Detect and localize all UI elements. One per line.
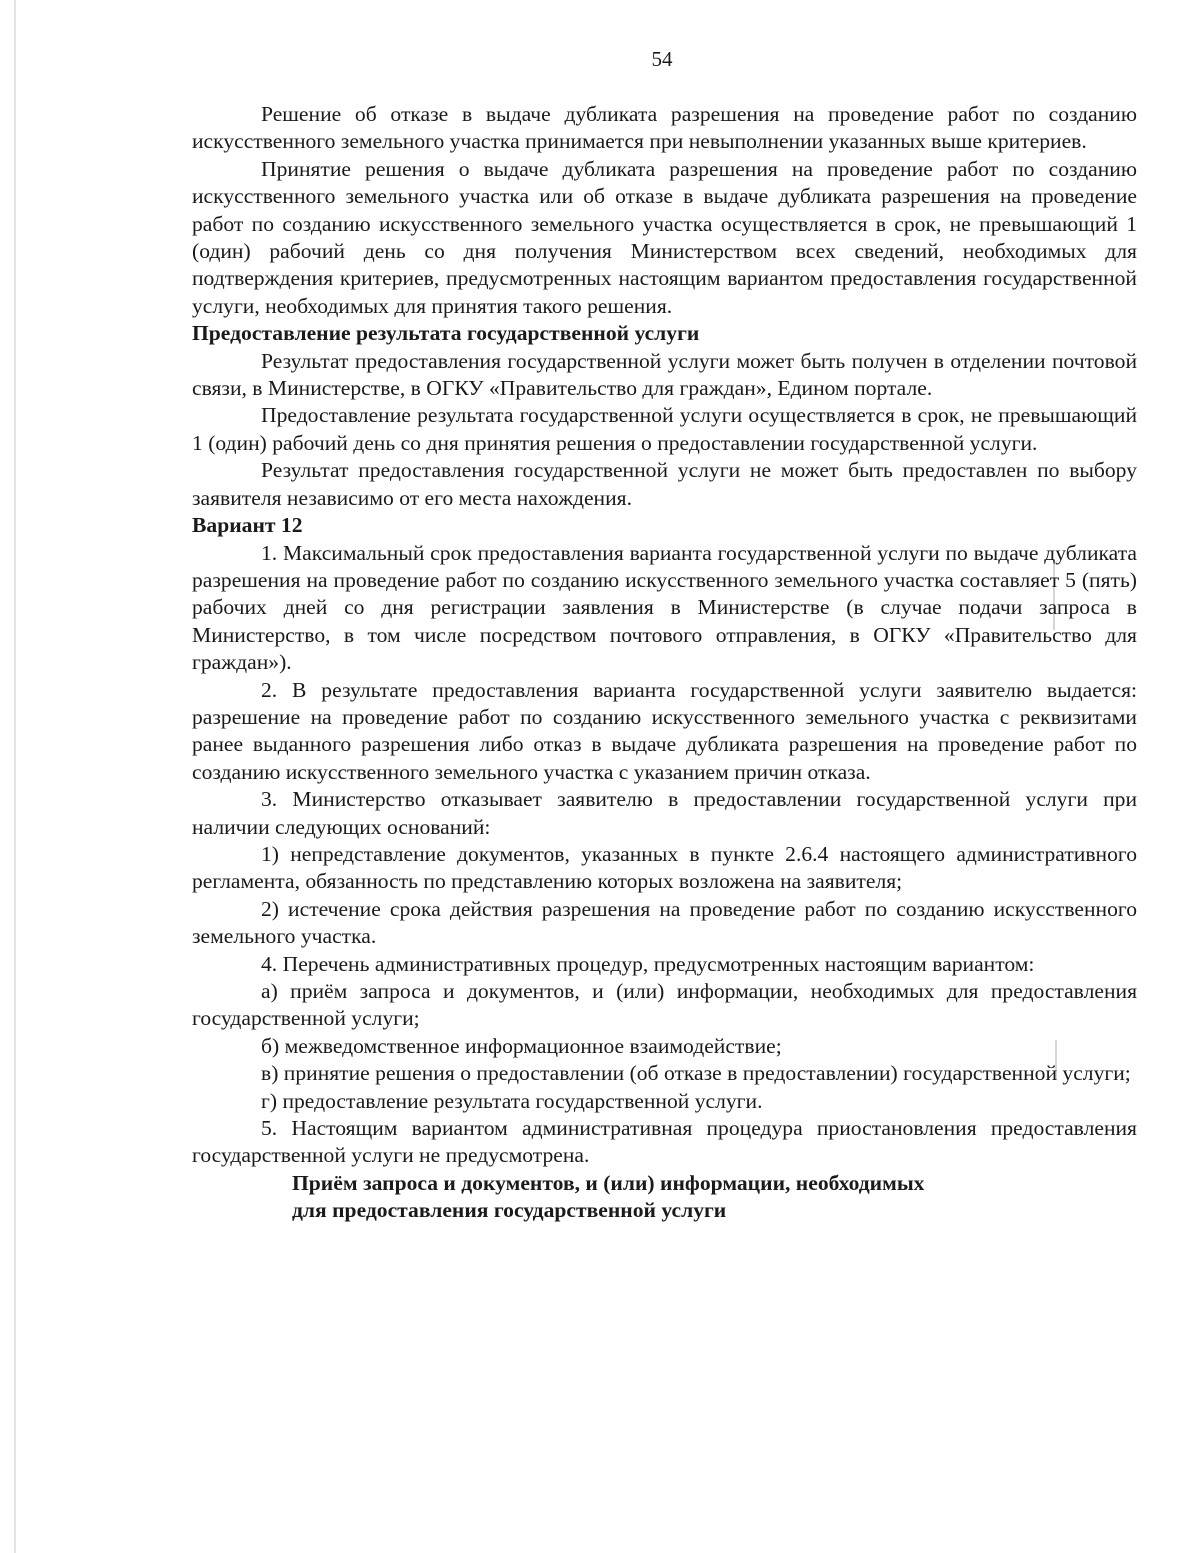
document-body <box>192 101 1137 1225</box>
page-number: 54 <box>651 47 673 71</box>
section-heading-final-line1: Приём запроса и документов, и (или) информации, необходимых <box>292 1170 925 1195</box>
paragraph: 2. В результате предоставления варианта государственной услуги заявителю выдается: разрешение на проведение работ по созданию искусственного земельного участка с реквизитами ранее выданного разрешения либо отказ в выдаче дубликата разрешения на проведение работ по созданию искусственного земельного участка с указанием причин отказа. <box>192 677 1137 784</box>
paragraph: Предоставление результата государственной услуги осуществляется в срок, не превышающий 1 (один) рабочий день со дня принятия решения о предоставлении государственной услуги. <box>192 403 1137 455</box>
scan-artifact-left <box>14 0 16 1553</box>
paragraph: Результат предоставления государственной услуги не может быть предоставлен по выбору заявителя независимо от его места нахождения. <box>192 458 1137 510</box>
list-item: 2) истечение срока действия разрешения на проведение работ по созданию искусственного земельного участка. <box>192 896 1137 949</box>
section-heading-final-line2: для предоставления государственной услуги <box>292 1198 727 1223</box>
section-heading-result: Предоставление результата государственной услуги <box>192 321 700 346</box>
section-heading-final <box>192 1170 1137 1225</box>
paragraph: 3. Министерство отказывает заявителю в предоставлении государственной услуги при наличии следующих оснований: <box>192 787 1137 839</box>
paragraph: Принятие решения о выдаче дубликата разрешения на проведение работ по созданию искусственного земельного участка или об отказе в выдаче дубликата разрешения на проведение работ по созданию искусственного земельного участка осуществляется в срок, не превышающий 1 (один) рабочий день со дня получения Министерством всех сведений, необходимых для подтверждения критериев, предусмотренных настоящим вариантом предоставления государственной услуги, необходимых для принятия такого решения. <box>192 156 1137 318</box>
section-heading-variant: Вариант 12 <box>192 513 303 538</box>
paragraph: 5. Настоящим вариантом административная процедура приостановления предоставления государственной услуги не предусмотрена. <box>192 1116 1137 1168</box>
list-item: в) принятие решения о предоставлении (об отказе в предоставлении) государственной услуги; <box>261 1061 1131 1086</box>
list-item: г) предоставление результата государственной услуги. <box>261 1088 763 1113</box>
paragraph: 4. Перечень административных процедур, предусмотренных настоящим вариантом: <box>261 951 1035 976</box>
paragraph: Решение об отказе в выдаче дубликата разрешения на проведение работ по созданию искусственного земельного участка принимается при невыполнении указанных выше критериев. <box>192 102 1137 154</box>
paragraph: 1. Максимальный срок предоставления варианта государственной услуги по выдаче дубликата разрешения на проведение работ по созданию искусственного земельного участка составляет 5 (пять) рабочих дней со дня регистрации заявления в Министерстве (в случае подачи запроса в Министерство, в том числе посредством почтового отправления, в ОГКУ «Правительство для граждан»). <box>192 540 1137 675</box>
list-item: б) межведомственное информационное взаимодействие; <box>261 1033 782 1058</box>
list-item: а) приём запроса и документов, и (или) информации, необходимых для предоставления государственной услуги; <box>192 979 1137 1031</box>
paragraph: Результат предоставления государственной услуги может быть получен в отделении почтовой связи, в Министерстве, в ОГКУ «Правительство для граждан», Едином портале. <box>192 348 1137 401</box>
list-item: 1) непредставление документов, указанных в пункте 2.6.4 настоящего административного регламента, обязанность по представлению которых возложена на заявителя; <box>192 841 1137 894</box>
